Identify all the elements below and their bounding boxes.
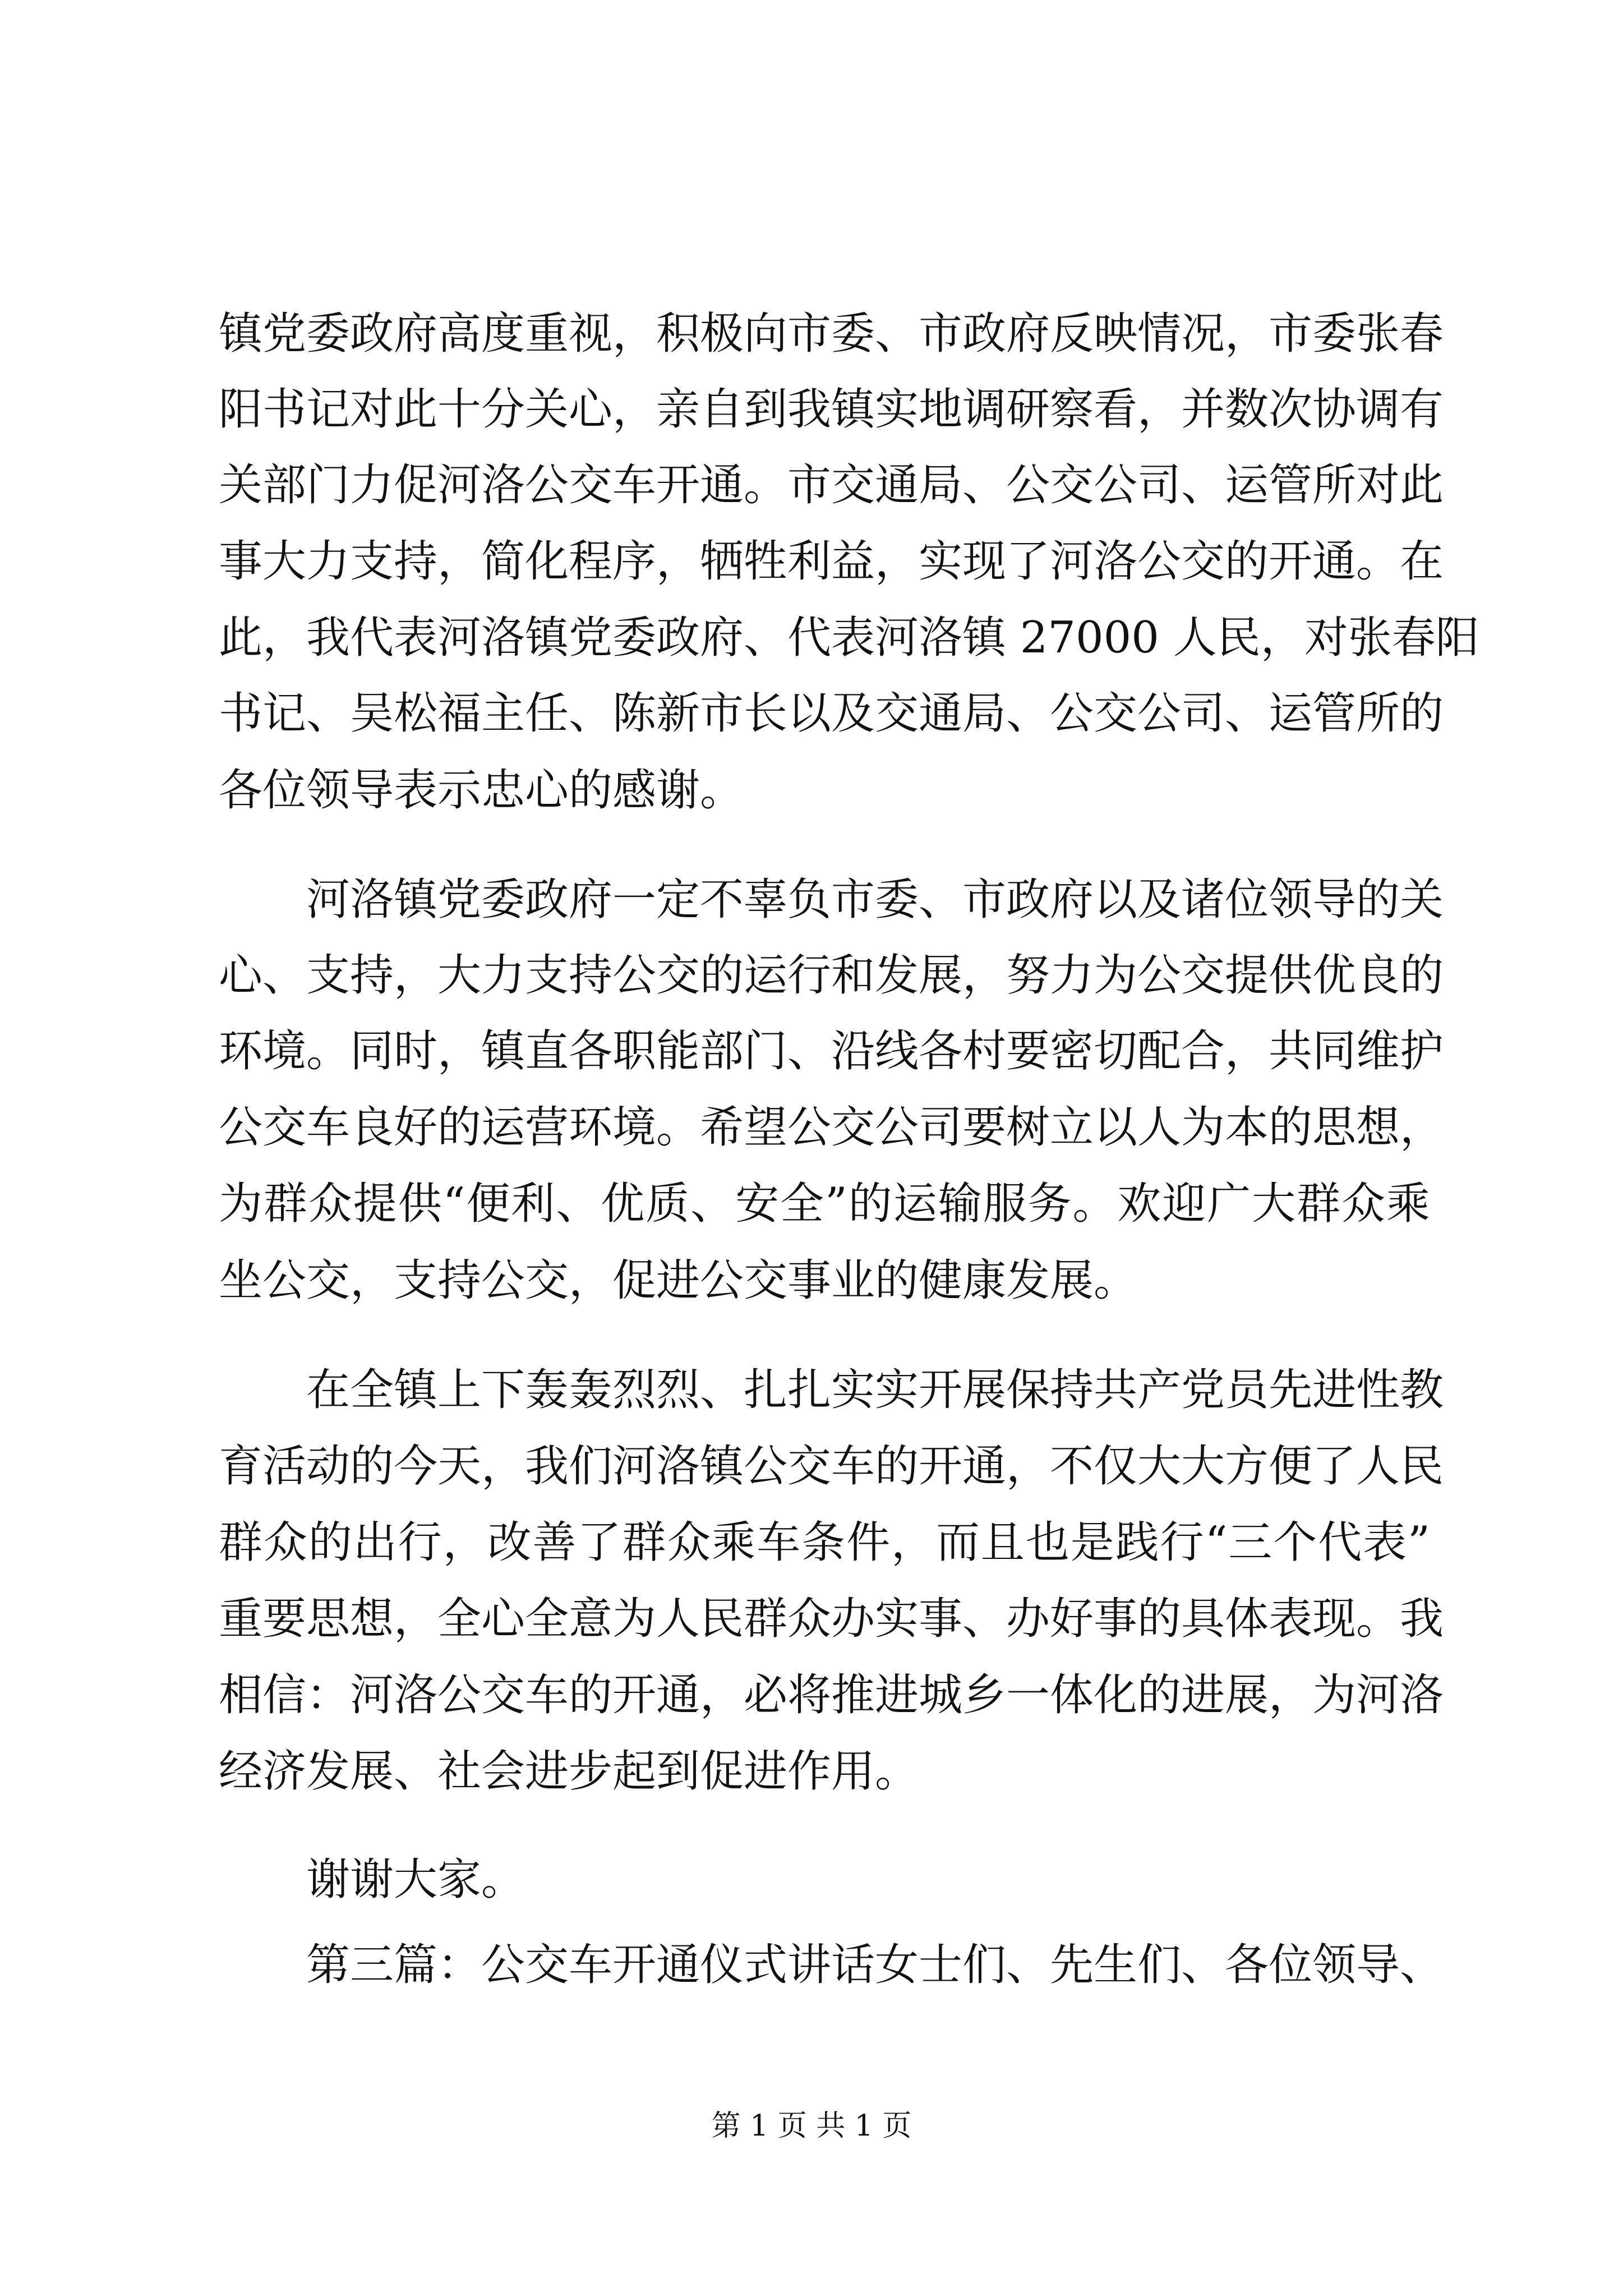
text-line: 书记、吴松福主任、陈新市长以及交通局、公交公司、运管所的 xyxy=(219,688,1444,739)
text-line: 关部门力促河洛公交车开通。市交通局、公交公司、运管所对此 xyxy=(219,460,1444,510)
paragraph-first-line: 河洛镇党委政府一定不辜负市委、市政府以及诸位领导的关 xyxy=(306,875,1444,925)
text-line: 心、支持，大力支持公交的运行和发展，努力为公交提供优良的 xyxy=(219,950,1444,1001)
section-heading-line: 第三篇：公交车开通仪式讲话女士们、先生们、各位领导、 xyxy=(306,1940,1444,1990)
page-footer: 第 1 页 共 1 页 xyxy=(711,2109,912,2143)
text-line: 此，我代表河洛镇党委政府、代表河洛镇 27000 人民，对张春阳 xyxy=(219,613,1479,663)
text-line: 相信：河洛公交车的开通，必将推进城乡一体化的进展，为河洛 xyxy=(219,1670,1444,1720)
paragraph-first-line: 在全镇上下轰轰烈烈、扎扎实实开展保持共产党员先进性教 xyxy=(306,1365,1444,1415)
text-line: 育活动的今天，我们河洛镇公交车的开通，不仅大大方便了人民 xyxy=(219,1441,1444,1492)
closing-line: 谢谢大家。 xyxy=(306,1855,525,1905)
text-line: 群众的出行，改善了群众乘车条件，而且也是践行“三个代表” xyxy=(219,1517,1430,1568)
text-line: 镇党委政府高度重视，积极向市委、市政府反映情况，市委张春 xyxy=(219,309,1444,359)
text-line: 重要思想，全心全意为人民群众办实事、办好事的具体表现。我 xyxy=(219,1594,1444,1644)
text-line: 公交车良好的运营环境。希望公交公司要树立以人为本的思想， xyxy=(219,1102,1444,1153)
text-line: 环境。同时，镇直各职能部门、沿线各村要密切配合，共同维护 xyxy=(219,1026,1444,1076)
text-line: 事大力支持，简化程序，牺牲利益，实现了河洛公交的开通。在 xyxy=(219,536,1444,587)
text-line: 各位领导表示忠心的感谢。 xyxy=(219,765,744,816)
text-line: 坐公交，支持公交，促进公交事业的健康发展。 xyxy=(219,1255,1138,1306)
text-line: 经济发展、社会进步起到促进作用。 xyxy=(219,1746,919,1797)
text-line: 为群众提供“便利、优质、安全”的运输服务。欢迎广大群众乘 xyxy=(219,1179,1430,1229)
text-line: 阳书记对此十分关心，亲自到我镇实地调研察看，并数次协调有 xyxy=(219,384,1444,435)
